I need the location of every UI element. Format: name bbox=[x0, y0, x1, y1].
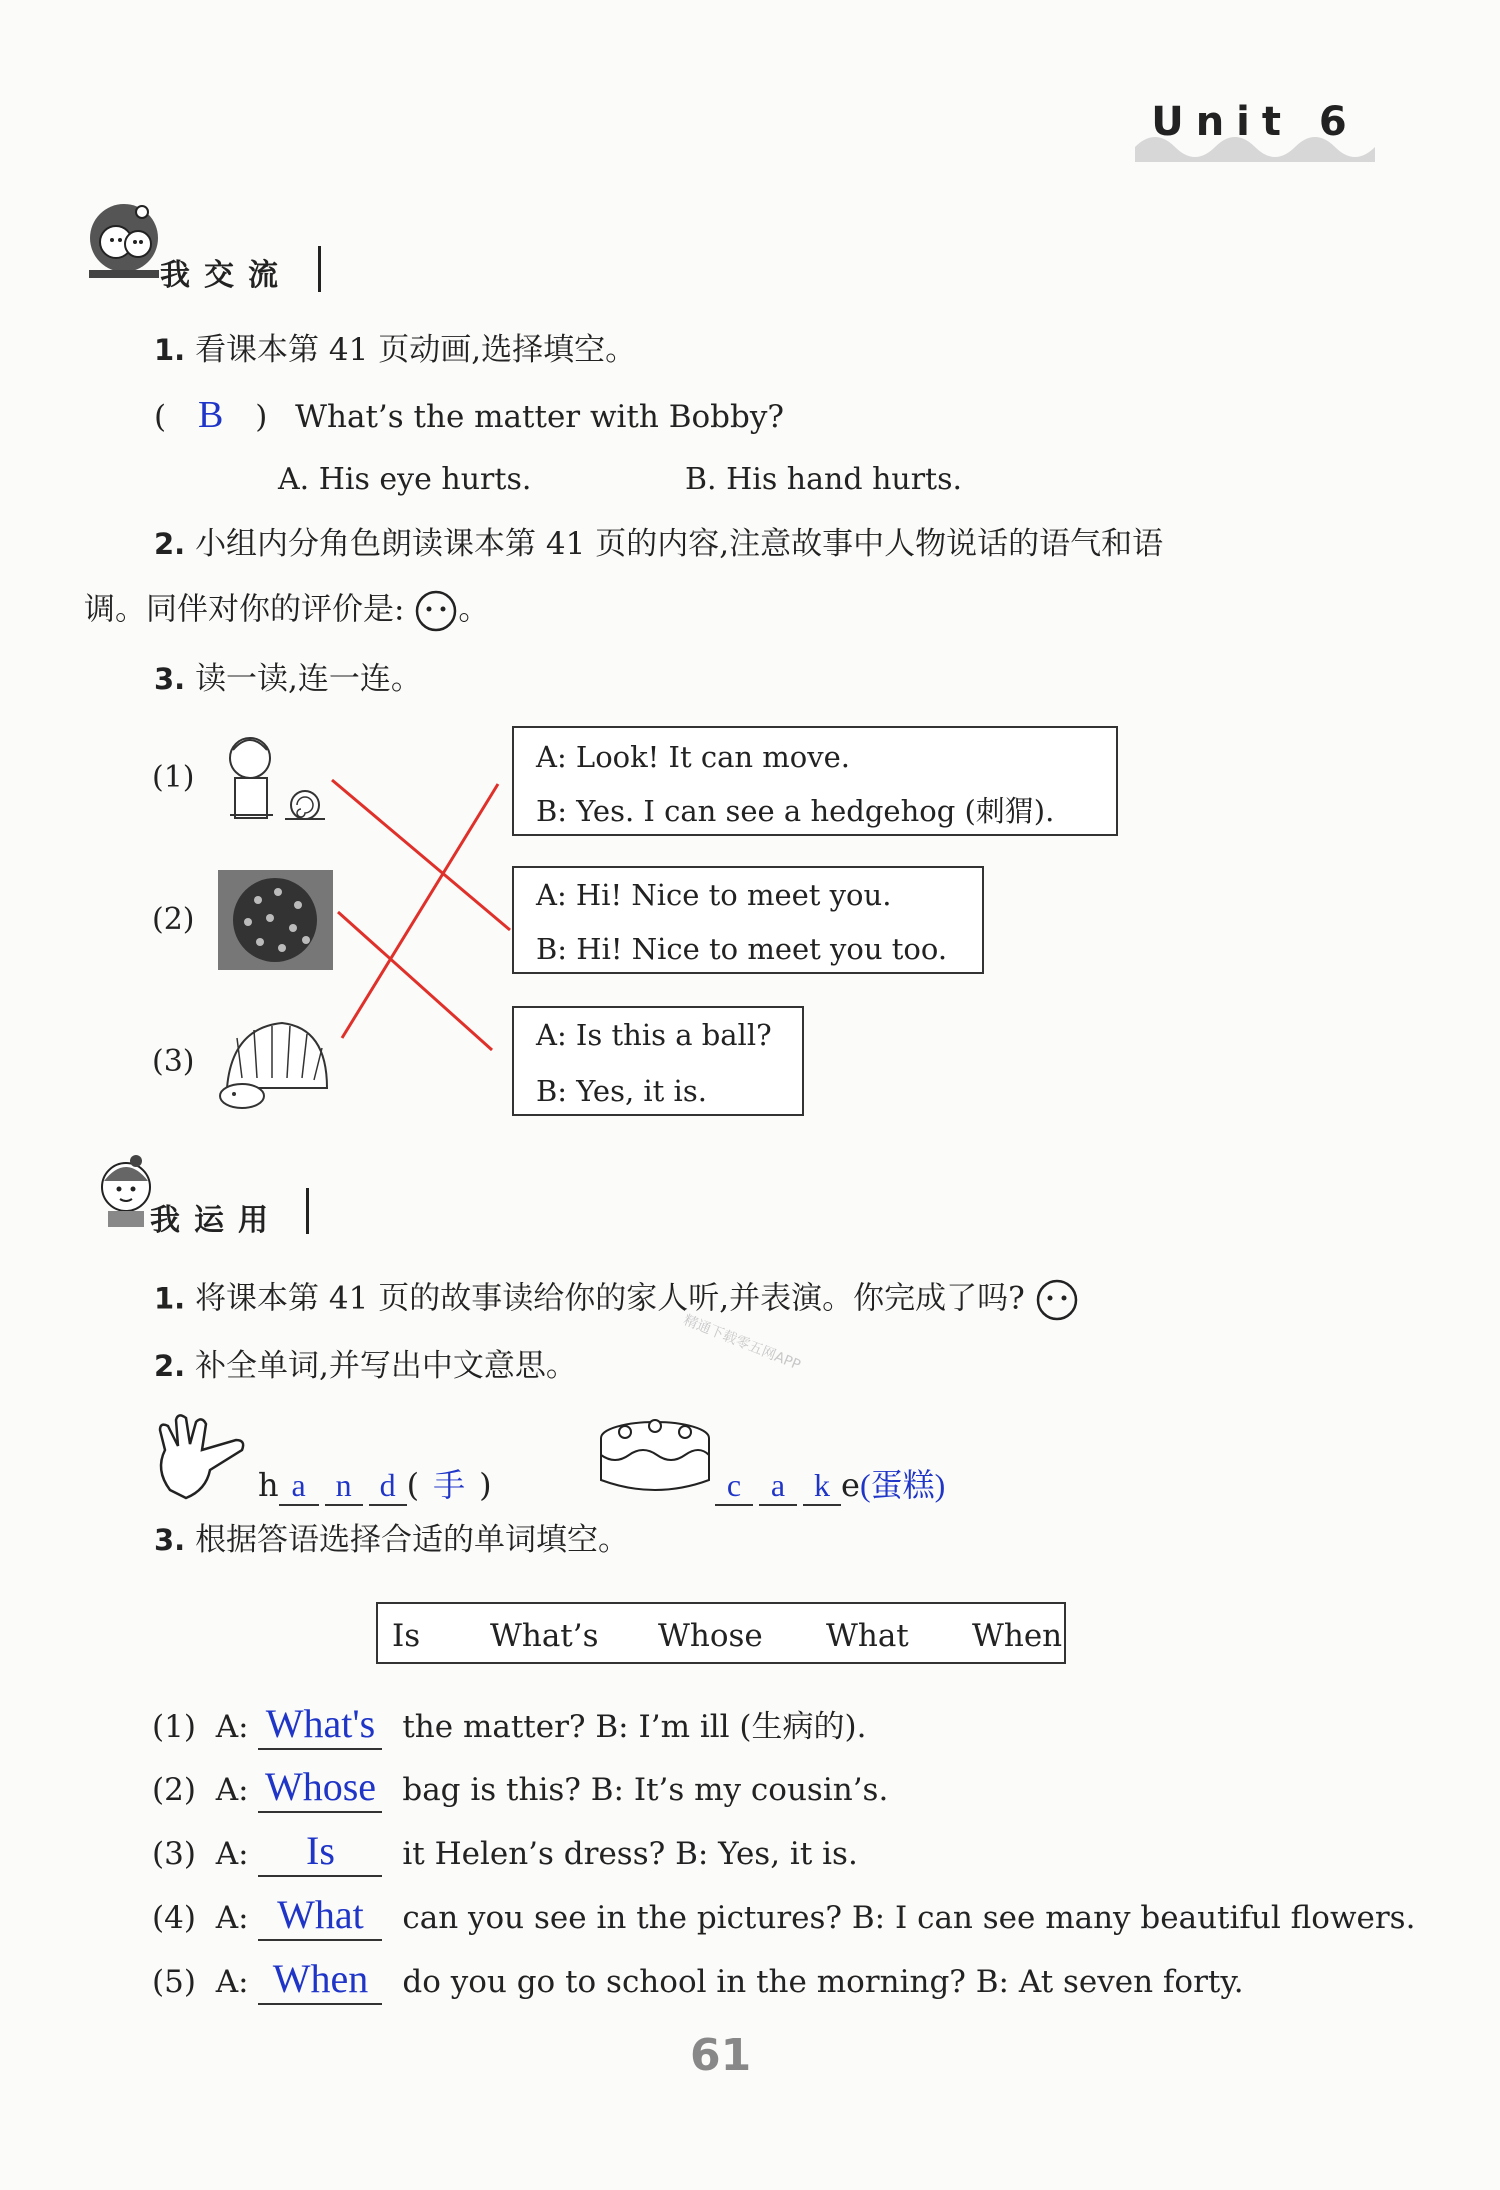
fill-letter: c bbox=[715, 1467, 753, 1506]
word-bank-item: Is bbox=[392, 1618, 421, 1654]
fill-letter: d bbox=[369, 1467, 407, 1506]
fill-item-3: (3) A: Is it Helen’s dress? B: Yes, it is. bbox=[152, 1827, 858, 1877]
fill-item-1: (1) A: What's the matter? B: I’m ill (生病的). bbox=[152, 1700, 866, 1750]
watermark: 精通下载零五网APP bbox=[681, 1312, 803, 1374]
question-number: 3. bbox=[154, 1523, 186, 1557]
q2-line2: 调。同伴对你的评价是: 。 bbox=[84, 589, 489, 633]
match-label-3: (3) bbox=[152, 1044, 195, 1079]
answer-blank: When bbox=[258, 1955, 382, 2005]
s2-q1-line: 1. 将课本第 41 页的故事读给你的家人听,并表演。你完成了吗? bbox=[154, 1278, 1079, 1322]
word-bank-item: When bbox=[972, 1618, 1063, 1654]
word-hand-meaning: 手 bbox=[433, 1467, 466, 1503]
section-title-apply: 我运用 bbox=[150, 1203, 282, 1238]
answer-blank: Whose bbox=[258, 1763, 382, 1813]
fill-item-5: (5) A: When do you go to school in the morning? B: At seven forty. bbox=[152, 1955, 1244, 2005]
q1-option-b: B. His hand hurts. bbox=[685, 462, 963, 497]
word-bank-item: Whose bbox=[658, 1618, 763, 1654]
question-number: 2. bbox=[154, 527, 186, 561]
question-number: 1. bbox=[154, 1281, 186, 1316]
word-cake-meaning: (蛋糕) bbox=[859, 1467, 946, 1503]
q1-option-a: A. His eye hurts. bbox=[278, 462, 532, 497]
dialogue-box-2: A: Hi! Nice to meet you. B: Hi! Nice to meet you too. bbox=[512, 866, 984, 974]
page-number: 61 bbox=[690, 2030, 752, 2081]
fill-letter: a bbox=[279, 1467, 319, 1506]
word-bank-item: What’s bbox=[490, 1618, 599, 1654]
fill-item-4: (4) A: What can you see in the pictures? B: I can see many beautiful flowers. bbox=[152, 1891, 1415, 1941]
question-number: 2. bbox=[154, 1349, 186, 1383]
q3-instruction-line: 3. 读一读,连一连。 bbox=[154, 661, 422, 697]
smiley-face-icon bbox=[1035, 1278, 1079, 1322]
cake-picture bbox=[595, 1410, 715, 1500]
q1-question-line: ( B ) What’s the matter with Bobby? bbox=[154, 394, 784, 436]
dialogue-box-3: A: Is this a ball? B: Yes, it is. bbox=[512, 1006, 804, 1116]
dialogue-box-1: A: Look! It can move. B: Yes. I can see a hedgehog (刺猬). bbox=[512, 726, 1118, 836]
word-cake-row: c a k e(蛋糕) bbox=[715, 1460, 945, 1506]
match-line-3-to-1 bbox=[342, 784, 498, 1038]
answer-blank: Is bbox=[258, 1827, 382, 1877]
q1-answer: B bbox=[197, 394, 224, 436]
word-bank-box bbox=[376, 1602, 1066, 1664]
q2-line1: 2. 小组内分角色朗读课本第 41 页的内容,注意故事中人物说话的语气和语 bbox=[154, 526, 1164, 562]
match-label-2: (2) bbox=[152, 902, 195, 937]
q1-instruction: 看课本第 41 页动画,选择填空。 bbox=[195, 332, 637, 368]
s2-q2-instruction-line: 2. 补全单词,并写出中文意思。 bbox=[154, 1348, 577, 1384]
fill-letter: k bbox=[803, 1467, 841, 1506]
s2-q3-instruction-line: 3. 根据答语选择合适的单词填空。 bbox=[154, 1522, 630, 1558]
answer-blank: What bbox=[258, 1891, 382, 1941]
fill-letter: a bbox=[759, 1467, 797, 1506]
fill-item-2: (2) A: Whose bag is this? B: It’s my cousin’s. bbox=[152, 1763, 888, 1813]
fill-letter: n bbox=[325, 1467, 363, 1506]
answer-blank: What's bbox=[258, 1700, 382, 1750]
section-title-communicate: 我交流 bbox=[160, 258, 292, 293]
question-number: 1. bbox=[154, 333, 186, 367]
question-number: 3. bbox=[154, 662, 186, 696]
section-divider bbox=[306, 1188, 309, 1234]
match-label-1: (1) bbox=[152, 760, 195, 795]
hand-picture bbox=[150, 1410, 255, 1505]
match-line-2-to-3 bbox=[338, 912, 492, 1050]
word-hand-row: h a n d ( 手 ) bbox=[258, 1466, 492, 1504]
q1-question: What’s the matter with Bobby? bbox=[295, 399, 784, 435]
word-bank-item: What bbox=[826, 1618, 909, 1654]
unit-title: Unit 6 bbox=[1151, 99, 1359, 145]
